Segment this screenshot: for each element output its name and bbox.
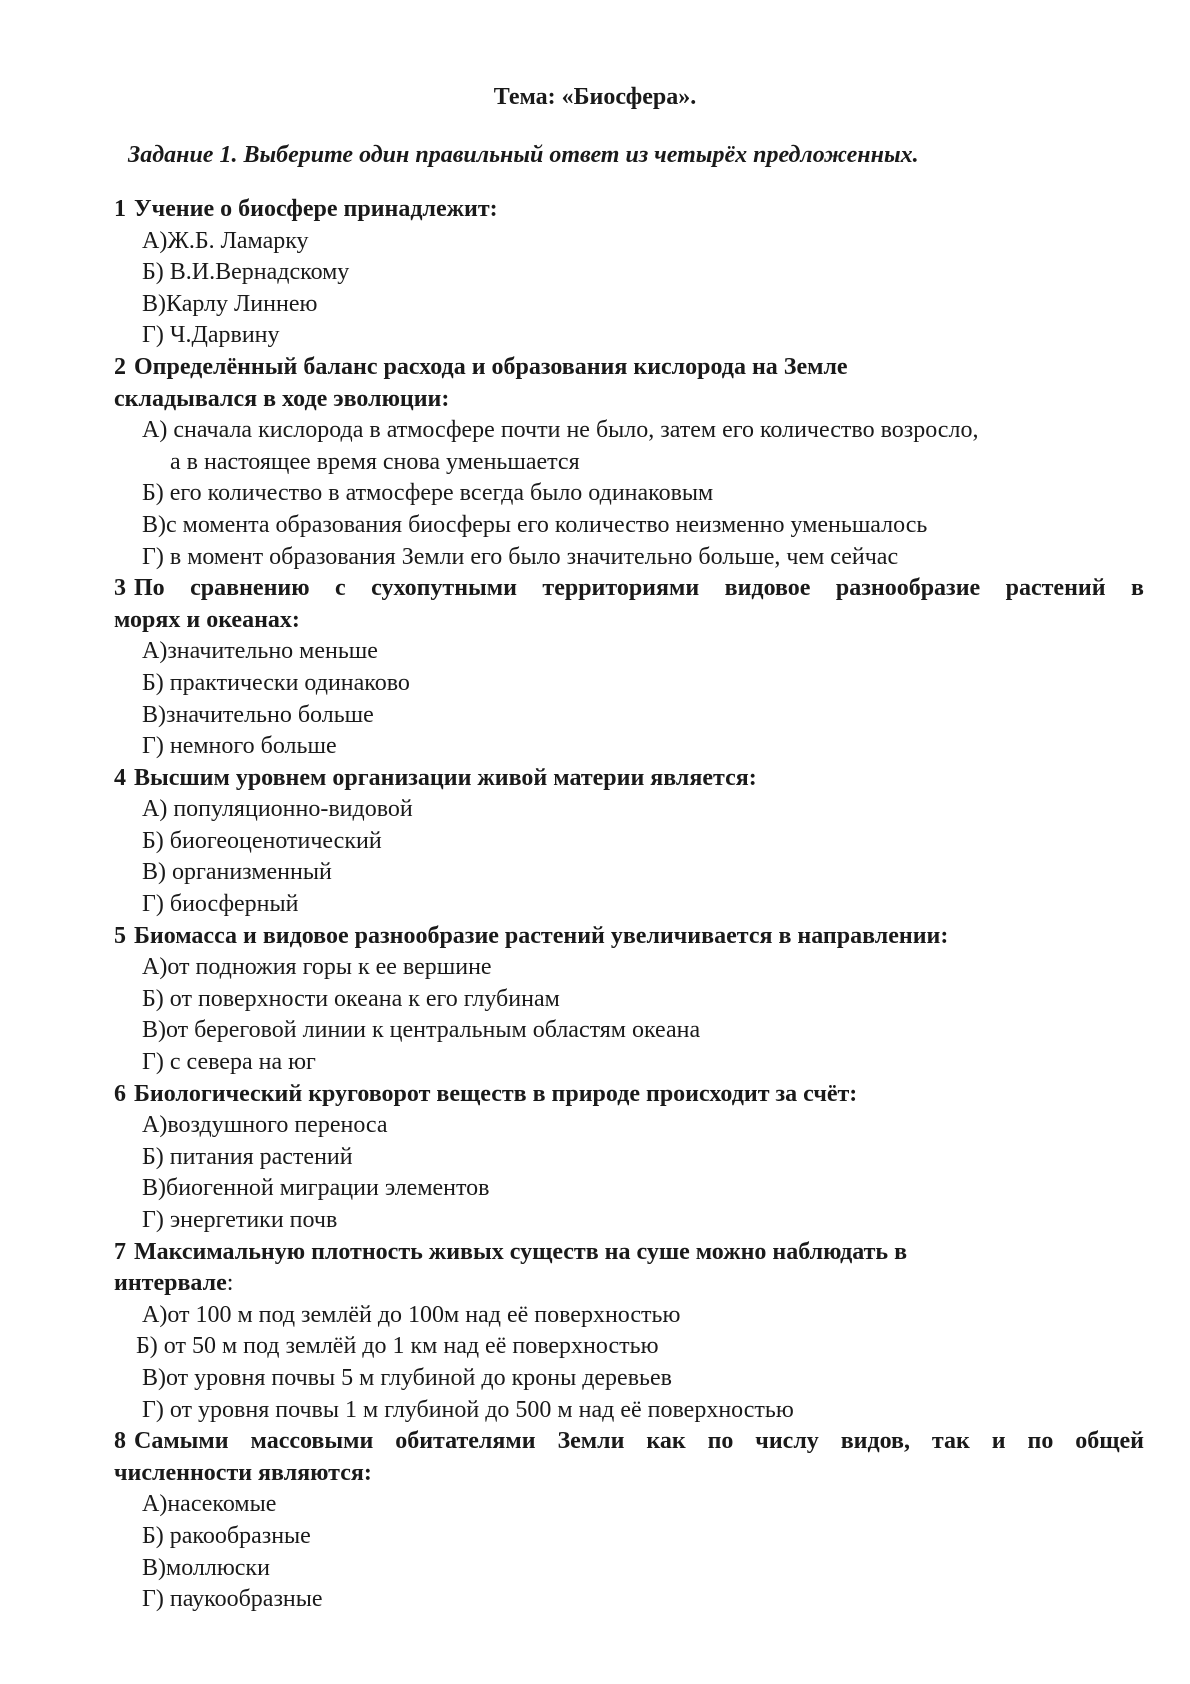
question-4 (114, 763, 1144, 921)
answer-option: А)значительно меньше (142, 638, 378, 665)
question-text: 4 Высшим уровнем организации живой материи является: (114, 763, 1144, 795)
question-8 (114, 1426, 1144, 1616)
answer-option: В)с момента образования биосферы его количество неизменно уменьшалось (142, 511, 928, 538)
question-number: 6 (114, 1080, 126, 1107)
answer-option: В)от береговой линии к центральным областям океана (142, 1017, 701, 1044)
question-number: 4 (114, 764, 126, 791)
question-number: 8 (114, 1428, 126, 1455)
answer-option: Г) от уровня почвы 1 м глубиной до 500 м над её поверхностью (142, 1396, 794, 1423)
answer-option: А)от 100 м под землёй до 100м над её поверхностью (142, 1301, 681, 1328)
question-text-continued: морях и океанах: (114, 606, 300, 633)
question-text: 1 Учение о биосфере принадлежит: (114, 194, 1144, 226)
answer-option: А) сначала кислорода в атмосфере почти не было, затем его количество возросло, (142, 417, 979, 444)
answer-option: А)от подножия горы к ее вершине (142, 954, 492, 981)
answer-option: А)Ж.Б. Ламарку (142, 227, 309, 254)
question-number: 3 (114, 575, 126, 602)
question-2 (114, 352, 1144, 573)
answer-option: Б) его количество в атмосфере всегда было одинаковым (142, 480, 714, 507)
answer-option: В)моллюски (142, 1554, 270, 1581)
answer-option: Б) питания растений (142, 1143, 353, 1170)
question-text: 5 Биомасса и видовое разнообразие растений увеличивается в направлении: (114, 921, 1144, 953)
answer-option: Г) паукообразные (142, 1586, 323, 1613)
answer-option: Г) энергетики почв (142, 1207, 338, 1233)
answer-option: Б) практически одинаково (142, 669, 410, 696)
page-title: Тема: «Биосфера». (493, 84, 697, 110)
answer-option: А)насекомые (142, 1491, 277, 1518)
question-text: 6 Биологический круговорот веществ в природе происходит за счёт: (114, 1079, 1144, 1111)
answer-option: А)воздушного переноса (142, 1112, 388, 1139)
question-text-continued: численности являются: (114, 1459, 372, 1486)
question-3 (114, 573, 1144, 763)
answer-option: Б) ракообразные (142, 1522, 311, 1549)
question-number: 1 (114, 196, 126, 222)
question-7 (114, 1237, 1144, 1427)
answer-option: В)значительно больше (142, 701, 374, 728)
question-text: 7 Максимальную плотность живых существ на суше можно наблюдать в (114, 1237, 1144, 1269)
question-number: 5 (114, 922, 126, 949)
answer-option: А) популяционно-видовой (142, 796, 413, 823)
task-heading: Задание 1. Выберите один правильный ответ из четырёх предложенных. (128, 142, 919, 168)
answer-option: Б) В.И.Вернадскому (142, 259, 350, 286)
question-text: 3 По сравнению с сухопутными территориями видовое разнообразие растений в (114, 573, 1144, 605)
question-text-continued: складывался в ходе эволюции: (114, 385, 450, 412)
question-text-continued: интервале: (114, 1270, 234, 1297)
answer-option: В)Карлу Линнею (142, 290, 318, 317)
answer-option: Г) в момент образования Земли его было значительно больше, чем сейчас (142, 543, 899, 570)
answer-option: Б) биогеоценотический (142, 827, 382, 854)
answer-option: В) организменный (142, 859, 332, 886)
answer-option: Г) немного больше (142, 733, 337, 760)
answer-option: Г) Ч.Дарвину (142, 322, 280, 349)
question-text: 2 Определённый баланс расхода и образования кислорода на Земле (114, 352, 1144, 384)
question-5 (114, 921, 1144, 1079)
question-6 (114, 1079, 1144, 1237)
answer-option: Г) биосферный (142, 891, 299, 918)
answer-option: В)от уровня почвы 5 м глубиной до кроны деревьев (142, 1364, 672, 1391)
answer-option-continued: а в настоящее время снова уменьшается (170, 448, 580, 475)
question-number: 2 (114, 353, 126, 380)
question-number: 7 (114, 1238, 126, 1265)
question-1 (114, 194, 1144, 352)
answer-option: Б) от поверхности океана к его глубинам (142, 985, 560, 1012)
answer-option: В)биогенной миграции элементов (142, 1175, 490, 1202)
answer-option: Б) от 50 м под землёй до 1 км над её поверхностью (136, 1333, 659, 1360)
questions-list (114, 194, 1144, 1616)
answer-option: Г) с севера на юг (142, 1049, 316, 1076)
question-text: 8 Самыми массовыми обитателями Земли как по числу видов, так и по общей (114, 1426, 1144, 1458)
